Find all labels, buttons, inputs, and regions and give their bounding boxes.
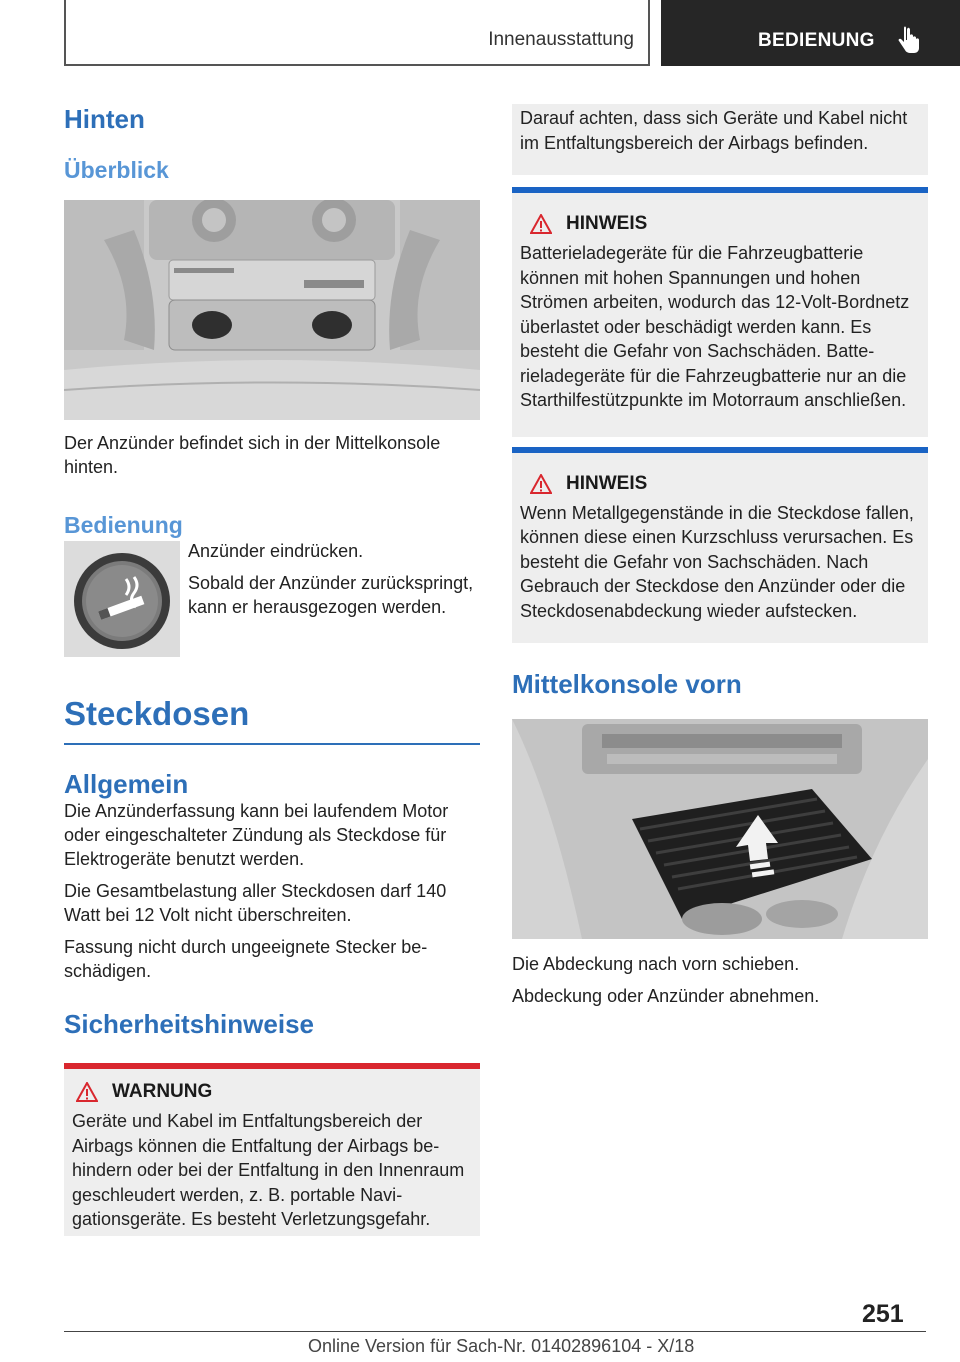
notice-2-box: [512, 453, 928, 644]
mittelkonsole-step-2: Abdeckung oder Anzünder abnehmen.: [512, 986, 820, 1006]
notice-1-text: Batterieladegeräte für die Fahrzeugbatterie können mit hohen Spannungen und hohen Strömen arbeiten, wodurch das 12-Volt-Bordnetz überlastet oder beschädigt werden kann. Es besteht die Gefahr von Sachschäden. Batterieladegeräte für die Fahrzeugbatterie nur an die Starthilfestützpunkte im Motorraum anschließen.: [520, 243, 910, 410]
notice-1-title: HINWEIS: [566, 213, 648, 234]
warning-continuation-box: [512, 104, 928, 175]
allgemein-paragraph-3: Fassung nicht durch ungeeignete Stecker beschädigen.: [64, 937, 428, 981]
footer-online-version: Online Version für Sach-Nr. 01402896104 - X/18: [308, 1336, 695, 1356]
warning-triangle-icon: [530, 474, 552, 494]
heading-mittelkonsole-vorn: Mittelkonsole vorn: [512, 669, 742, 699]
header-section-title: Innenausstattung: [488, 29, 634, 50]
heading-steckdosen: Steckdosen: [64, 695, 250, 732]
lighter-button-image: [64, 541, 180, 657]
notice-2-header: [520, 473, 920, 495]
notice-1-header: [520, 213, 920, 235]
notice-2-title: HINWEIS: [566, 472, 648, 494]
heading-allgemein: Allgemein: [64, 769, 189, 799]
right-column: [512, 104, 928, 1008]
header-chapter-title: BEDIENUNG: [758, 30, 875, 51]
footer-rule: [64, 1331, 926, 1332]
heading-rule: [64, 743, 480, 745]
mittelkonsole-step-1: Die Abdeckung nach vorn schieben.: [512, 954, 800, 974]
heading-sicherheitshinweise: Sicherheitshinweise: [64, 1009, 314, 1039]
bedienung-step-1: Anzünder eindrücken.: [188, 541, 364, 561]
allgemein-paragraph-2: Die Gesamtbelastung aller Steckdosen darf 140 Watt bei 12 Volt nicht überschreiten.: [64, 881, 447, 925]
warning-continuation-text: Darauf achten, dass sich Geräte und Kabel nicht im Entfaltungsbereich der Airbags befinden.: [520, 108, 908, 153]
front-console-photo: [512, 719, 928, 939]
warning-header: [72, 1081, 472, 1103]
notice-2-text: Wenn Metallgegenstände in die Steckdose fallen, können diese einen Kurzschluss verursachen. Es besteht die Gefahr von Sachschäden. Nach Gebrauch der Steckdose den Anzünder oder die Steckdosenabdeckung wieder aufstecken.: [520, 502, 914, 621]
caption-overview: Der Anzünder befindet sich in der Mittelkonsole hinten.: [64, 433, 441, 477]
bedienung-step-2: Sobald der Anzünder zurückspringt, kann er herausgezogen werden.: [188, 573, 474, 617]
warning-title: WARNUNG: [112, 1081, 213, 1102]
warning-triangle-icon: [530, 214, 552, 234]
allgemein-paragraph-1: Die Anzünderfassung kann bei laufendem Motor oder eingeschalteter Zündung als Steckdose für Elektrogeräte benutzt werden.: [64, 801, 449, 869]
warning-triangle-icon: [76, 1082, 98, 1102]
pointing-hand-icon: [898, 26, 920, 54]
warning-box: [64, 1069, 480, 1236]
header-chapter-box: [661, 0, 960, 66]
bedienung-block: [64, 541, 480, 657]
notice-1-box: [512, 193, 928, 437]
left-column: [64, 104, 480, 1236]
rear-console-photo: [64, 200, 480, 420]
heading-bedienung: Bedienung: [64, 512, 183, 538]
page-number: 251: [862, 1300, 904, 1328]
warning-text: Geräte und Kabel im Entfaltungsbereich der Airbags können die Entfaltung der Airbags behindern oder bei der Entfaltung in den Innenraum geschleudert werden, z. B. portable Navigationsgeräte. Es besteht Verletzungsgefahr.: [72, 1111, 465, 1229]
header-section-box: [64, 0, 650, 66]
heading-hinten: Hinten: [64, 104, 145, 134]
heading-ueberblick: Überblick: [64, 157, 169, 183]
